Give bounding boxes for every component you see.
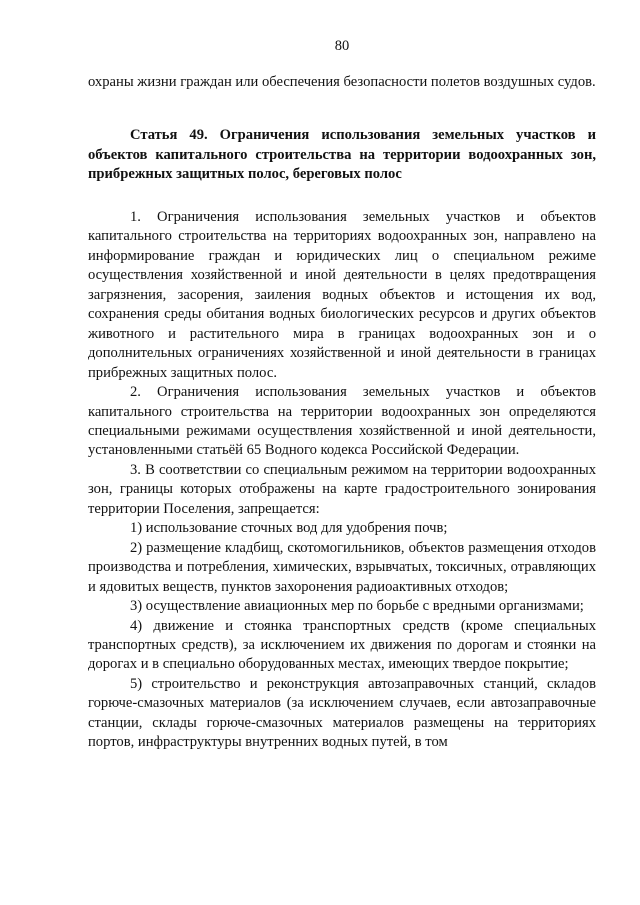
article-heading: Статья 49. Ограничения использования земельных участков и объектов капитального строительства на территории водоохранных зон, прибрежных защитных полос, береговых полос bbox=[88, 127, 596, 182]
list-item-2: 2) размещение кладбищ, скотомогильников, объектов размещения отходов производства и потребления, химических, взрывчатых, токсичных, отравляющих и ядовитых веществ, пунктов захоронения радиоактивных отходов; bbox=[88, 539, 596, 595]
paragraph-1: 1. Ограничения использования земельных участков и объектов капитального строительства на территориях водоохранных зон, направлено на информирование граждан и юридических лиц о специальном режиме осуществления хозяйственной и иной деятельности в целях предотвращения загрязнения, засорения, заиления водных объектов и истощения их вод, сохранения среды обитания водных биологических ресурсов и других объектов животного и растительного мира в границах водоохранных зон и о дополнительных ограничениях хозяйственной и иной деятельности в границах прибрежных защитных полос. bbox=[88, 209, 596, 381]
continued-paragraph: охраны жизни граждан или обеспечения безопасности полетов воздушных судов. bbox=[88, 74, 596, 90]
list-item-5: 5) строительство и реконструкция автозаправочных станций, складов горюче-смазочных материалов (за исключением случаев, если автозаправочные станции, склады горюче-смазочных материалов размещены на территориях портов, инфраструктуры внутренних водных путей, в том bbox=[88, 675, 596, 751]
paragraph-2: 2. Ограничения использования земельных участков и объектов капитального строительства на территории водоохранных зон определяются специальными режимами осуществления хозяйственной и иной деятельности, установленными статьёй 65 Водного кодекса Российской Федерации. bbox=[88, 384, 596, 459]
paragraph-3: 3. В соответствии со специальным режимом на территории водоохранных зон, границы которых отображены на карте градостроительного зонирования территории Поселения, запрещается: bbox=[88, 461, 596, 517]
list-item-3: 3) осуществление авиационных мер по борьбе с вредными организмами; bbox=[130, 598, 584, 615]
page-number: 80 bbox=[334, 38, 350, 54]
article-body bbox=[88, 208, 596, 753]
list-item-1: 1) использование сточных вод для удобрения почв; bbox=[130, 520, 448, 537]
list-item-4: 4) движение и стоянка транспортных средств (кроме специальных транспортных средств), за исключением их движения по дорогам и стоянки на дорогах и в специально оборудованных местах, имеющих твердое покрытие; bbox=[88, 617, 596, 673]
